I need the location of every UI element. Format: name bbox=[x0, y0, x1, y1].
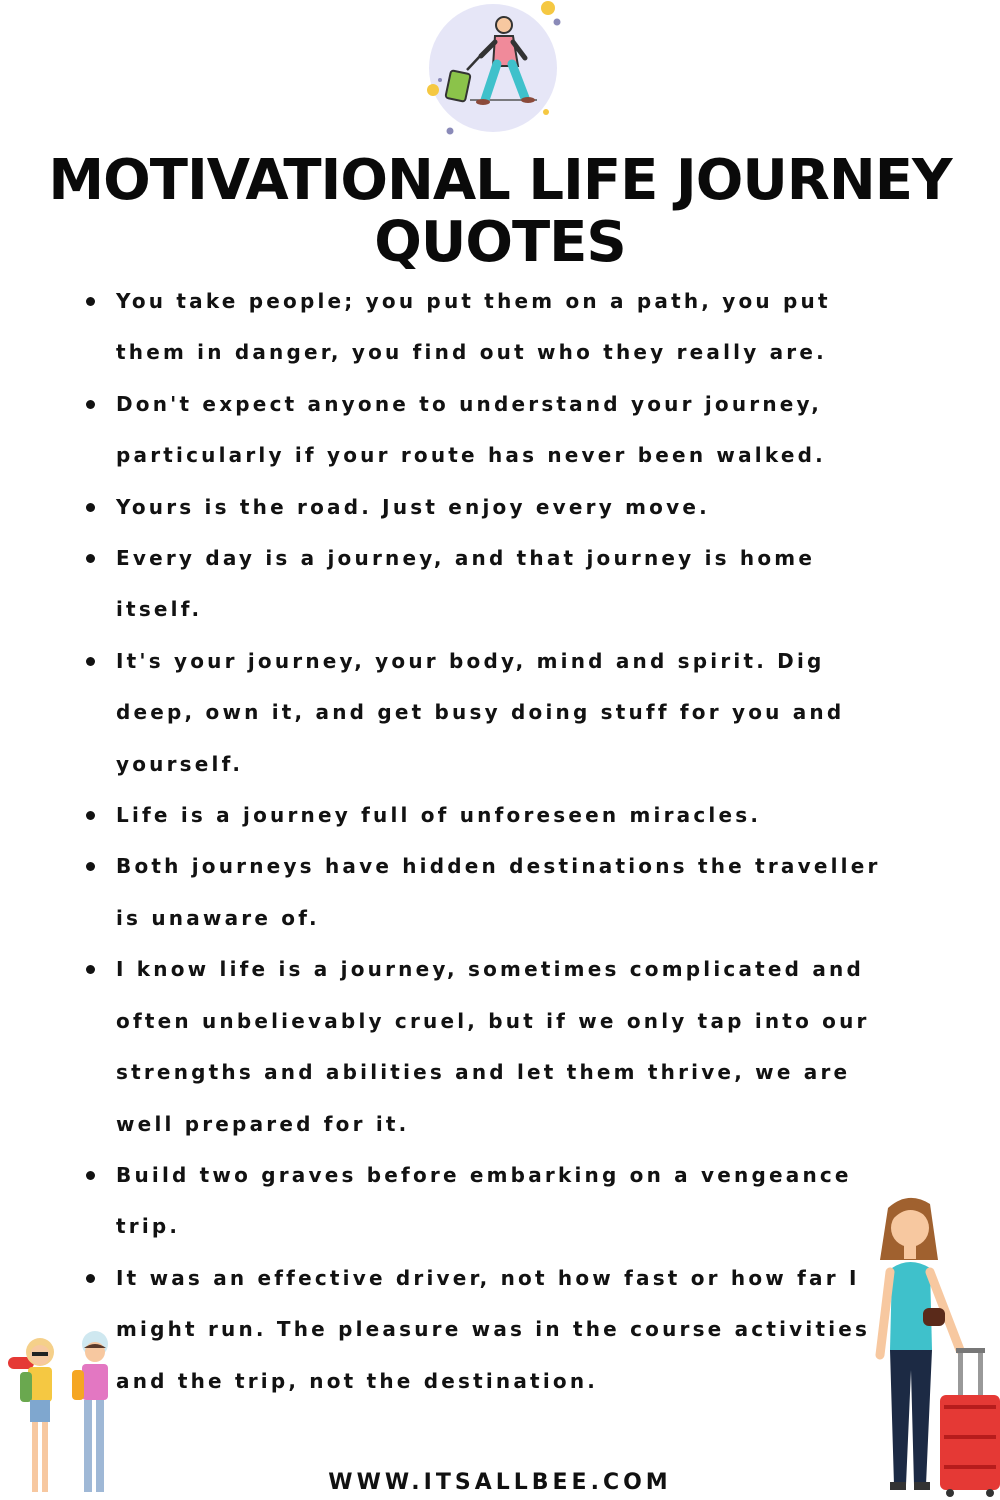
bullet-icon bbox=[86, 862, 95, 871]
list-item bbox=[116, 276, 906, 379]
bullet-icon bbox=[86, 1274, 95, 1283]
list-item bbox=[116, 482, 906, 533]
website-url: WWW.ITSALLBEE.COM bbox=[328, 1470, 672, 1495]
quote-text: Both journeys have hidden destinations the traveller is unaware of. bbox=[116, 854, 881, 930]
page-title: MOTIVATIONAL LIFE JOURNEY QUOTES bbox=[48, 148, 952, 275]
bullet-icon bbox=[86, 657, 95, 666]
quote-text: Life is a journey full of unforeseen miracles. bbox=[116, 803, 762, 828]
bullet-icon bbox=[86, 297, 95, 306]
bullet-icon bbox=[86, 554, 95, 563]
list-item bbox=[116, 790, 906, 841]
quote-text: Every day is a journey, and that journey is home itself. bbox=[116, 546, 816, 622]
bullet-icon bbox=[86, 965, 95, 974]
quote-text: Don't expect anyone to understand your journey, particularly if your route has never been walked. bbox=[116, 391, 826, 468]
list-item bbox=[116, 1150, 906, 1253]
list-item bbox=[116, 636, 906, 790]
quote-text: Build two graves before embarking on a vengeance trip. bbox=[116, 1162, 852, 1239]
bullet-icon bbox=[86, 400, 95, 409]
bullet-icon bbox=[86, 811, 95, 820]
list-item bbox=[116, 944, 906, 1150]
quote-text: Yours is the road. Just enjoy every move. bbox=[116, 494, 710, 519]
quote-text: It's your journey, your body, mind and spirit. Dig deep, own it, and get busy doing stuff for you and yourself. bbox=[116, 648, 845, 776]
quote-list bbox=[116, 276, 906, 1407]
list-item bbox=[116, 533, 906, 636]
bullet-icon bbox=[86, 1171, 95, 1180]
woman-with-suitcase-icon bbox=[868, 1190, 1000, 1500]
quote-text: It was an effective driver, not how fast or how far I might run. The pleasure was in the course activities and the trip, not the destination. bbox=[116, 1265, 871, 1393]
list-item bbox=[116, 841, 906, 944]
list-item bbox=[116, 379, 906, 482]
bullet-icon bbox=[86, 503, 95, 512]
list-item bbox=[116, 1253, 906, 1407]
quote-text: I know life is a journey, sometimes complicated and often unbelievably cruel, but if we only tap into our strengths and abilities and let them thrive, we are well prepared for it. bbox=[116, 957, 870, 1136]
traveler-with-suitcase-icon bbox=[415, 0, 585, 140]
quote-text: You take people; you put them on a path, you put them in danger, you find out who they really are. bbox=[116, 289, 831, 365]
